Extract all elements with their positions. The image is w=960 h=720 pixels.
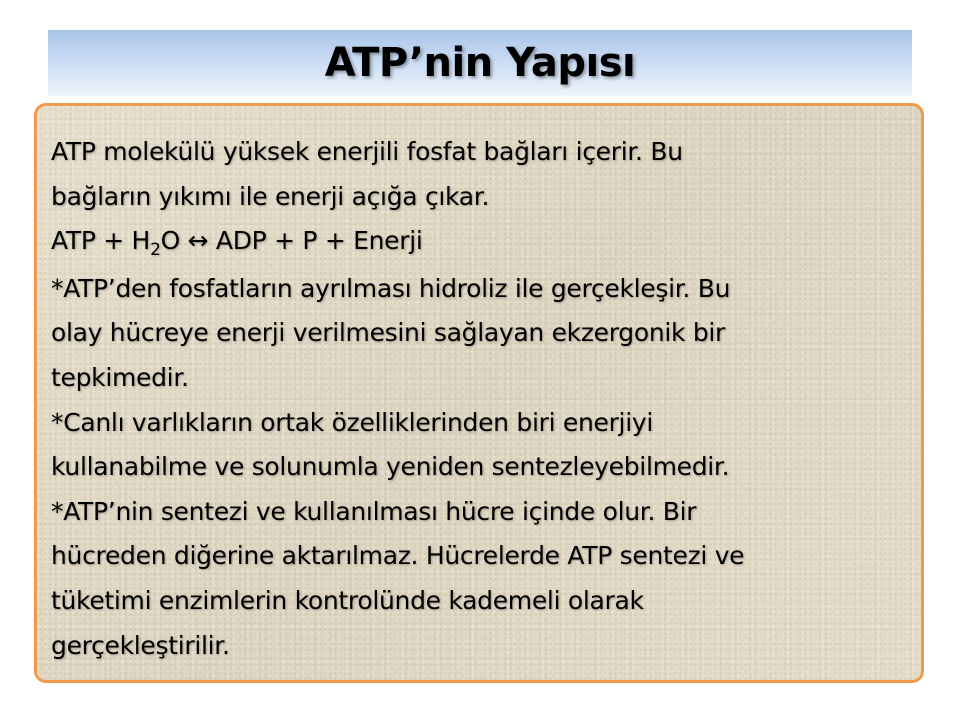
text-line: *ATP’den fosfatların ayrılması hidroliz ile gerçekleşir. Bu — [51, 273, 731, 303]
text-line: *ATP’nin sentezi ve kullanılması hücre içinde olur. Bir — [51, 496, 697, 526]
title-banner — [48, 30, 912, 96]
equation-line — [51, 219, 907, 267]
text-line: bağların yıkımı ile enerji açığa çıkar. — [51, 181, 490, 211]
content-box — [34, 103, 924, 683]
equation-left: ATP + H — [51, 226, 151, 256]
text-line: tüketimi enzimlerin kontrolünde kademeli olarak — [51, 585, 644, 615]
double-arrow-icon: ↔ — [187, 226, 209, 256]
text-line: tepkimedir. — [51, 362, 189, 392]
equation-subscript: 2 — [150, 240, 161, 261]
text-line: ATP molekülü yüksek enerjili fosfat bağları içerir. Bu — [51, 137, 683, 166]
equation-after-subscript: O — [160, 226, 188, 256]
text-line: gerçekleştirilir. — [51, 630, 230, 660]
text-line: *Canlı varlıkların ortak özelliklerinden biri enerjiyi — [51, 407, 653, 437]
text-line: hücreden diğerine aktarılmaz. Hücrelerde ATP sentezi ve — [51, 541, 745, 571]
text-line: kullanabilme ve solunumla yeniden sentezleyebilmedir. — [51, 452, 730, 482]
equation-right: ADP + P + Enerji — [208, 226, 423, 256]
text-line: olay hücreye enerji verilmesini sağlayan ekzergonik bir — [51, 318, 726, 348]
slide-title: ATP’nin Yapısı — [324, 40, 636, 86]
